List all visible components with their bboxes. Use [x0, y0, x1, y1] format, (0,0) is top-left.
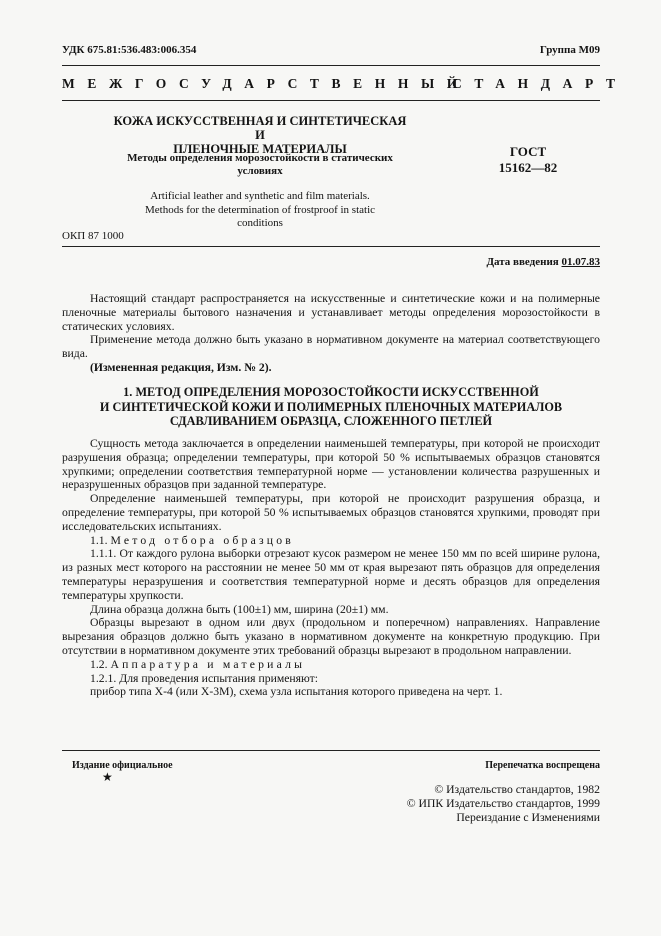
sample-size-paragraph: Длина образца должна быть (100±1) мм, ширина (20±1) мм. [90, 602, 389, 616]
document-subtitle [110, 152, 410, 178]
english-title-line-2: Methods for the determination of frostproof in static [144, 203, 376, 216]
intro-paragraph-1: Настоящий стандарт распространяется на искусственные и синтетические кожи и на полимерные пленочные материалы бытового назначения и устанавливает методы определения морозостойкости в статических условиях. [62, 292, 600, 333]
group-code: Группа М09 [539, 44, 600, 56]
heading-rule [62, 100, 600, 101]
section-1-paragraph-1: Сущность метода заключается в определении наименьшей температуры, при которой не происходит разрушения образца; определении температуры, при которой 50 % испытываемых образцов становятся хрупкими; определении соответствия температурной норме — установлении количества разрушенных и неразрушенных образцов при заданной температуре. [62, 437, 600, 492]
subtitle-line-2: условиях [237, 165, 283, 177]
section-1-heading-line-2: И СИНТЕТИЧЕСКОЙ КОЖИ И ПОЛИМЕРНЫХ ПЛЕНОЧНЫХ МАТЕРИАЛОВ [99, 399, 563, 414]
standard-word-interstate: МЕЖГОСУДАРСТВЕННЫЙ [62, 76, 470, 91]
reprint-prohibited-label: Перепечатка воспрещена [485, 760, 600, 771]
udk-code: УДК 675.81:536.483:006.354 [62, 44, 197, 56]
subsection-1-1-heading [62, 534, 600, 548]
english-title-line-1: Artificial leather and synthetic and film materials. [150, 190, 370, 202]
section-1-heading-line-1: 1. МЕТОД ОПРЕДЕЛЕНИЯ МОРОЗОСТОЙКОСТИ ИСКУССТВЕННОЙ [123, 385, 539, 399]
star-icon: ★ [102, 770, 113, 784]
device-paragraph: прибор типа Х-4 (или Х-3М), схема узла испытания которого приведена на черт. 1. [90, 685, 503, 699]
section-1-paragraph-2: Определение наименьшей температуры, при которой не происходит разрушения образца, и определение температуры, при которой 50 % испытываемых образцов становятся хрупкими, проводят при исследовательских испытаниях. [62, 492, 600, 533]
subsection-1-2-heading [62, 658, 600, 672]
footer-rule [62, 750, 600, 751]
effective-date-label: Дата введения [486, 256, 559, 268]
copyright-1982: © Издательство стандартов, 1982 [434, 783, 600, 796]
effective-date-value: 01.07.83 [561, 256, 600, 268]
official-edition-label: Издание официальное [72, 760, 173, 771]
top-rule [62, 65, 600, 66]
title-line-2: ПЛЕНОЧНЫЕ МАТЕРИАЛЫ [173, 142, 347, 156]
intro-text [62, 292, 600, 375]
title-block-rule [62, 246, 600, 247]
clause-1-2-1: 1.2.1. Для проведения испытания применяют: [90, 671, 318, 685]
gost-number [470, 144, 586, 176]
clause-1-1-1: 1.1.1. От каждого рулона выборки отрезают кусок размером не менее 150 мм по всей ширине рулона, из разных мест которого на расстоянии не менее 50 мм от края вырезают пять образцов для определения температуры неразрушения и соответствия температурной норме и десять образцов для определения температуры хрупкости. [62, 547, 600, 602]
reissue-note: Переиздание с Изменениями [456, 811, 600, 824]
english-title [110, 190, 410, 231]
subsection-1-1-number: 1.1. [90, 533, 108, 547]
title-line-1: КОЖА ИСКУССТВЕННАЯ И СИНТЕТИЧЕСКАЯ И [113, 114, 407, 142]
cutting-direction-paragraph: Образцы вырезают в одном или двух (продольном и поперечном) направлениях. Направление вырезания образцов должно быть указано в нормативном документе на конкретную продукцию. При отсутствии в нормативном документе этих требований образцы вырезают в продольном направлении. [62, 616, 600, 657]
section-1-heading-line-3: СДАВЛИВАНИЕМ ОБРАЗЦА, СЛОЖЕННОГО ПЕТЛЕЙ [169, 414, 493, 429]
standard-word-standard: СТАНДАРТ [452, 76, 628, 91]
intro-amendment-note: (Измененная редакция, Изм. № 2). [90, 360, 272, 374]
copyright-block [407, 783, 600, 825]
intro-paragraph-2: Применение метода должно быть указано в нормативном документе на материал соответствующего вида. [62, 333, 600, 361]
subtitle-line-1: Методы определения морозостойкости в статических [127, 152, 393, 164]
subsection-1-2-title: Аппаратура и материалы [110, 657, 306, 671]
english-title-line-3: conditions [237, 217, 283, 229]
effective-date [486, 256, 600, 268]
section-1-body [62, 437, 600, 699]
standard-type-heading [62, 76, 628, 92]
subsection-1-1-title: Метод отбора образцов [110, 533, 295, 547]
copyright-1999: © ИПК Издательство стандартов, 1999 [406, 797, 600, 810]
gost-label: ГОСТ [509, 144, 547, 159]
section-1-heading [62, 385, 600, 429]
document-title [110, 114, 410, 156]
okp-code: ОКП 87 1000 [62, 230, 124, 242]
subsection-1-2-number: 1.2. [90, 657, 108, 671]
gost-code: 15162—82 [498, 160, 558, 175]
